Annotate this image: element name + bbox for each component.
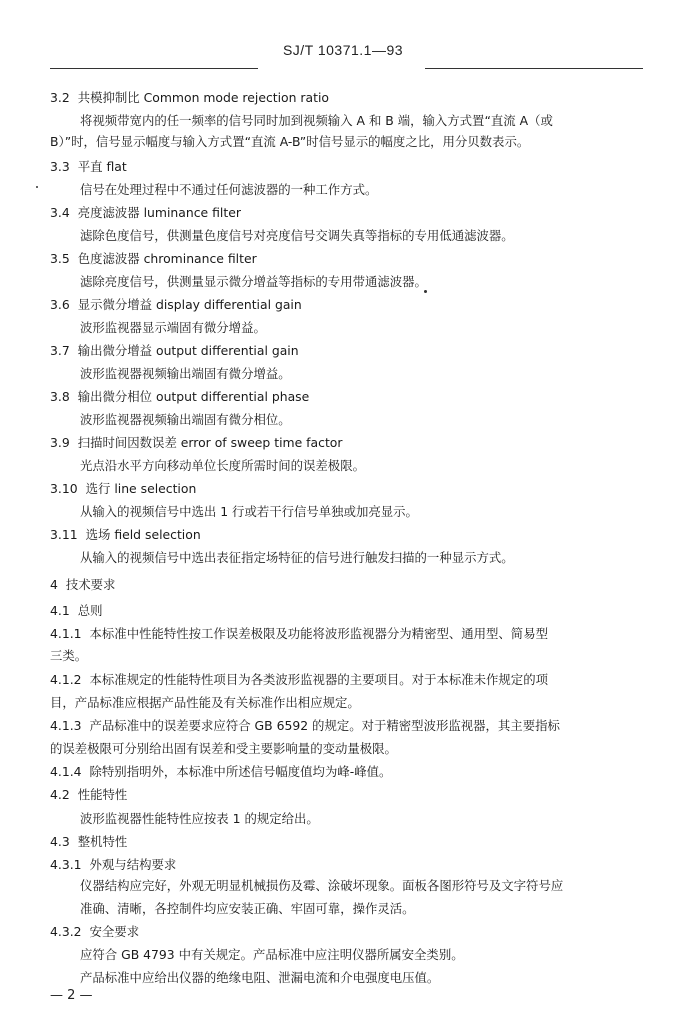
clause-heading (50, 577, 115, 593)
clause-text: 滤除亮度信号，供测量显示微分增益等指标的专用带通滤波器。 (80, 274, 427, 289)
clause-number: 3.4 (50, 205, 70, 220)
clause-text: 波形监视器性能特性应按表 1 的规定给出。 (80, 811, 319, 826)
clause-text: 本标准规定的性能特性项目为各类波形监视器的主要项目。对于本标准未作规定的项 (89, 672, 548, 687)
clause-text: 亮度滤波器 luminance filter (77, 205, 241, 220)
clause-text: 的误差极限可分别给出固有误差和受主要影响量的变动量极限。 (50, 741, 397, 756)
clause-number: 3.5 (50, 251, 70, 266)
clause-text: 显示微分增益 display differential gain (77, 297, 302, 312)
clause-number: 4.2 (50, 787, 70, 802)
clause-heading (50, 481, 196, 497)
clause-text: 扫描时间因数误差 error of sweep time factor (77, 435, 343, 450)
clause-heading (50, 787, 127, 803)
body-text-line (50, 741, 397, 757)
clause-text: 从输入的视频信号中选出 1 行或若干行信号单独或加亮显示。 (80, 504, 418, 519)
clause-text: 色度滤波器 chrominance filter (77, 251, 257, 266)
clause-text: 输出微分相位 output differential phase (77, 389, 310, 404)
clause-text: 滤除色度信号，供测量色度信号对亮度信号交调失真等指标的专用低通滤波器。 (80, 228, 514, 243)
clause-text: 仪器结构应完好，外观无明显机械损伤及霉、涂破坏现象。面板各图形符号及文字符号应 (80, 878, 564, 893)
clause-text: 选行 line selection (85, 481, 197, 496)
body-text-line (50, 695, 360, 711)
body-text-line (80, 366, 291, 382)
clause-text: 波形监视器显示端固有微分增益。 (80, 320, 266, 335)
clause-number: 3.11 (50, 527, 78, 542)
scan-speck (424, 290, 427, 293)
clause-heading (50, 435, 342, 451)
body-text-line (80, 550, 514, 566)
clause-number: 4.1.4 (50, 764, 82, 779)
clause-heading (50, 389, 309, 405)
header-rule-right (425, 68, 643, 69)
body-text-line (80, 274, 427, 290)
clause-text: 波形监视器视频输出端固有微分相位。 (80, 412, 291, 427)
clause-text: 光点沿水平方向移动单位长度所需时间的误差极限。 (80, 458, 365, 473)
standard-header: SJ/T 10371.1—93 (282, 42, 404, 58)
clause-text: 准确、清晰，各控制件均应安装正确、牢固可靠，操作灵活。 (80, 901, 415, 916)
body-text-line (80, 878, 563, 894)
clause-text: 共模抑制比 Common mode rejection ratio (77, 90, 329, 105)
clause-text: 性能特性 (77, 787, 128, 802)
clause-heading (50, 527, 201, 543)
clause-heading (50, 205, 241, 221)
body-text-line (80, 113, 553, 129)
clause-number: 3.8 (50, 389, 70, 404)
clause-text: 安全要求 (89, 924, 140, 939)
clause-heading (50, 297, 302, 313)
clause-heading (50, 924, 139, 940)
body-text-line (80, 182, 377, 198)
clause-text: 技术要求 (65, 577, 116, 592)
clause-heading (50, 626, 548, 642)
clause-heading (50, 672, 548, 688)
clause-text: 将视频带宽内的任一频率的信号同时加到视频输入 A 和 B 端，输入方式置“直流 A（或 (80, 113, 553, 128)
clause-number: 3.6 (50, 297, 70, 312)
clause-text: B）”时，信号显示幅度与输入方式置“直流 A-B”时信号显示的幅度之比，用分贝数表示。 (50, 134, 530, 149)
clause-heading (50, 718, 560, 734)
clause-number: 3.2 (50, 90, 70, 105)
clause-number: 4.1 (50, 603, 70, 618)
clause-heading (50, 857, 176, 873)
clause-number: 4.3 (50, 834, 70, 849)
clause-text: 选场 field selection (85, 527, 201, 542)
clause-text: 输出微分增益 output differential gain (77, 343, 299, 358)
clause-heading (50, 251, 257, 267)
clause-heading (50, 603, 103, 619)
body-text-line (80, 320, 266, 336)
body-text-line (50, 648, 87, 664)
clause-heading (50, 764, 391, 780)
body-text-line (80, 458, 365, 474)
clause-text: 本标准中性能特性按工作误差极限及功能将波形监视器分为精密型、通用型、简易型 (89, 626, 548, 641)
header-rule-left (50, 68, 258, 69)
clause-text: 产品标准中的误差要求应符合 GB 6592 的规定。对于精密型波形监视器，其主要指标 (89, 718, 560, 733)
clause-text: 总则 (77, 603, 103, 618)
clause-number: 4.1.2 (50, 672, 82, 687)
clause-number: 3.3 (50, 159, 70, 174)
clause-number: 4 (50, 577, 58, 592)
body-text-line (80, 228, 514, 244)
clause-text: 应符合 GB 4793 中有关规定。产品标准中应注明仪器所属安全类别。 (80, 947, 464, 962)
clause-heading (50, 834, 127, 850)
body-text-line (80, 412, 291, 428)
clause-text: 整机特性 (77, 834, 128, 849)
clause-text: 产品标准中应给出仪器的绝缘电阻、泄漏电流和介电强度电压值。 (80, 970, 440, 985)
body-text-line (80, 970, 439, 986)
body-text-line (80, 504, 418, 520)
clause-number: 4.1.3 (50, 718, 82, 733)
body-text-line (50, 134, 529, 150)
clause-number: 4.1.1 (50, 626, 82, 641)
clause-text: 波形监视器视频输出端固有微分增益。 (80, 366, 291, 381)
clause-text: 目，产品标准应根据产品性能及有关标准作出相应规定。 (50, 695, 360, 710)
clause-text: 外观与结构要求 (89, 857, 177, 872)
clause-text: 信号在处理过程中不通过任何滤波器的一种工作方式。 (80, 182, 378, 197)
clause-text: 三类。 (50, 648, 88, 663)
clause-number: 4.3.2 (50, 924, 82, 939)
clause-text: 除特别指明外，本标准中所述信号幅度值均为峰-峰值。 (89, 764, 392, 779)
clause-number: 3.7 (50, 343, 70, 358)
clause-number: 3.9 (50, 435, 70, 450)
body-text-line (80, 901, 415, 917)
clause-number: 3.10 (50, 481, 78, 496)
body-text-line (80, 947, 464, 963)
scan-speck (36, 186, 38, 188)
page-number: — 2 — (50, 988, 93, 1003)
clause-number: 4.3.1 (50, 857, 82, 872)
body-text-line (80, 811, 319, 827)
clause-heading (50, 159, 127, 175)
clause-heading (50, 343, 299, 359)
clause-text: 平直 flat (77, 159, 127, 174)
clause-text: 从输入的视频信号中选出表征指定场特征的信号进行触发扫描的一种显示方式。 (80, 550, 514, 565)
clause-heading (50, 90, 329, 106)
